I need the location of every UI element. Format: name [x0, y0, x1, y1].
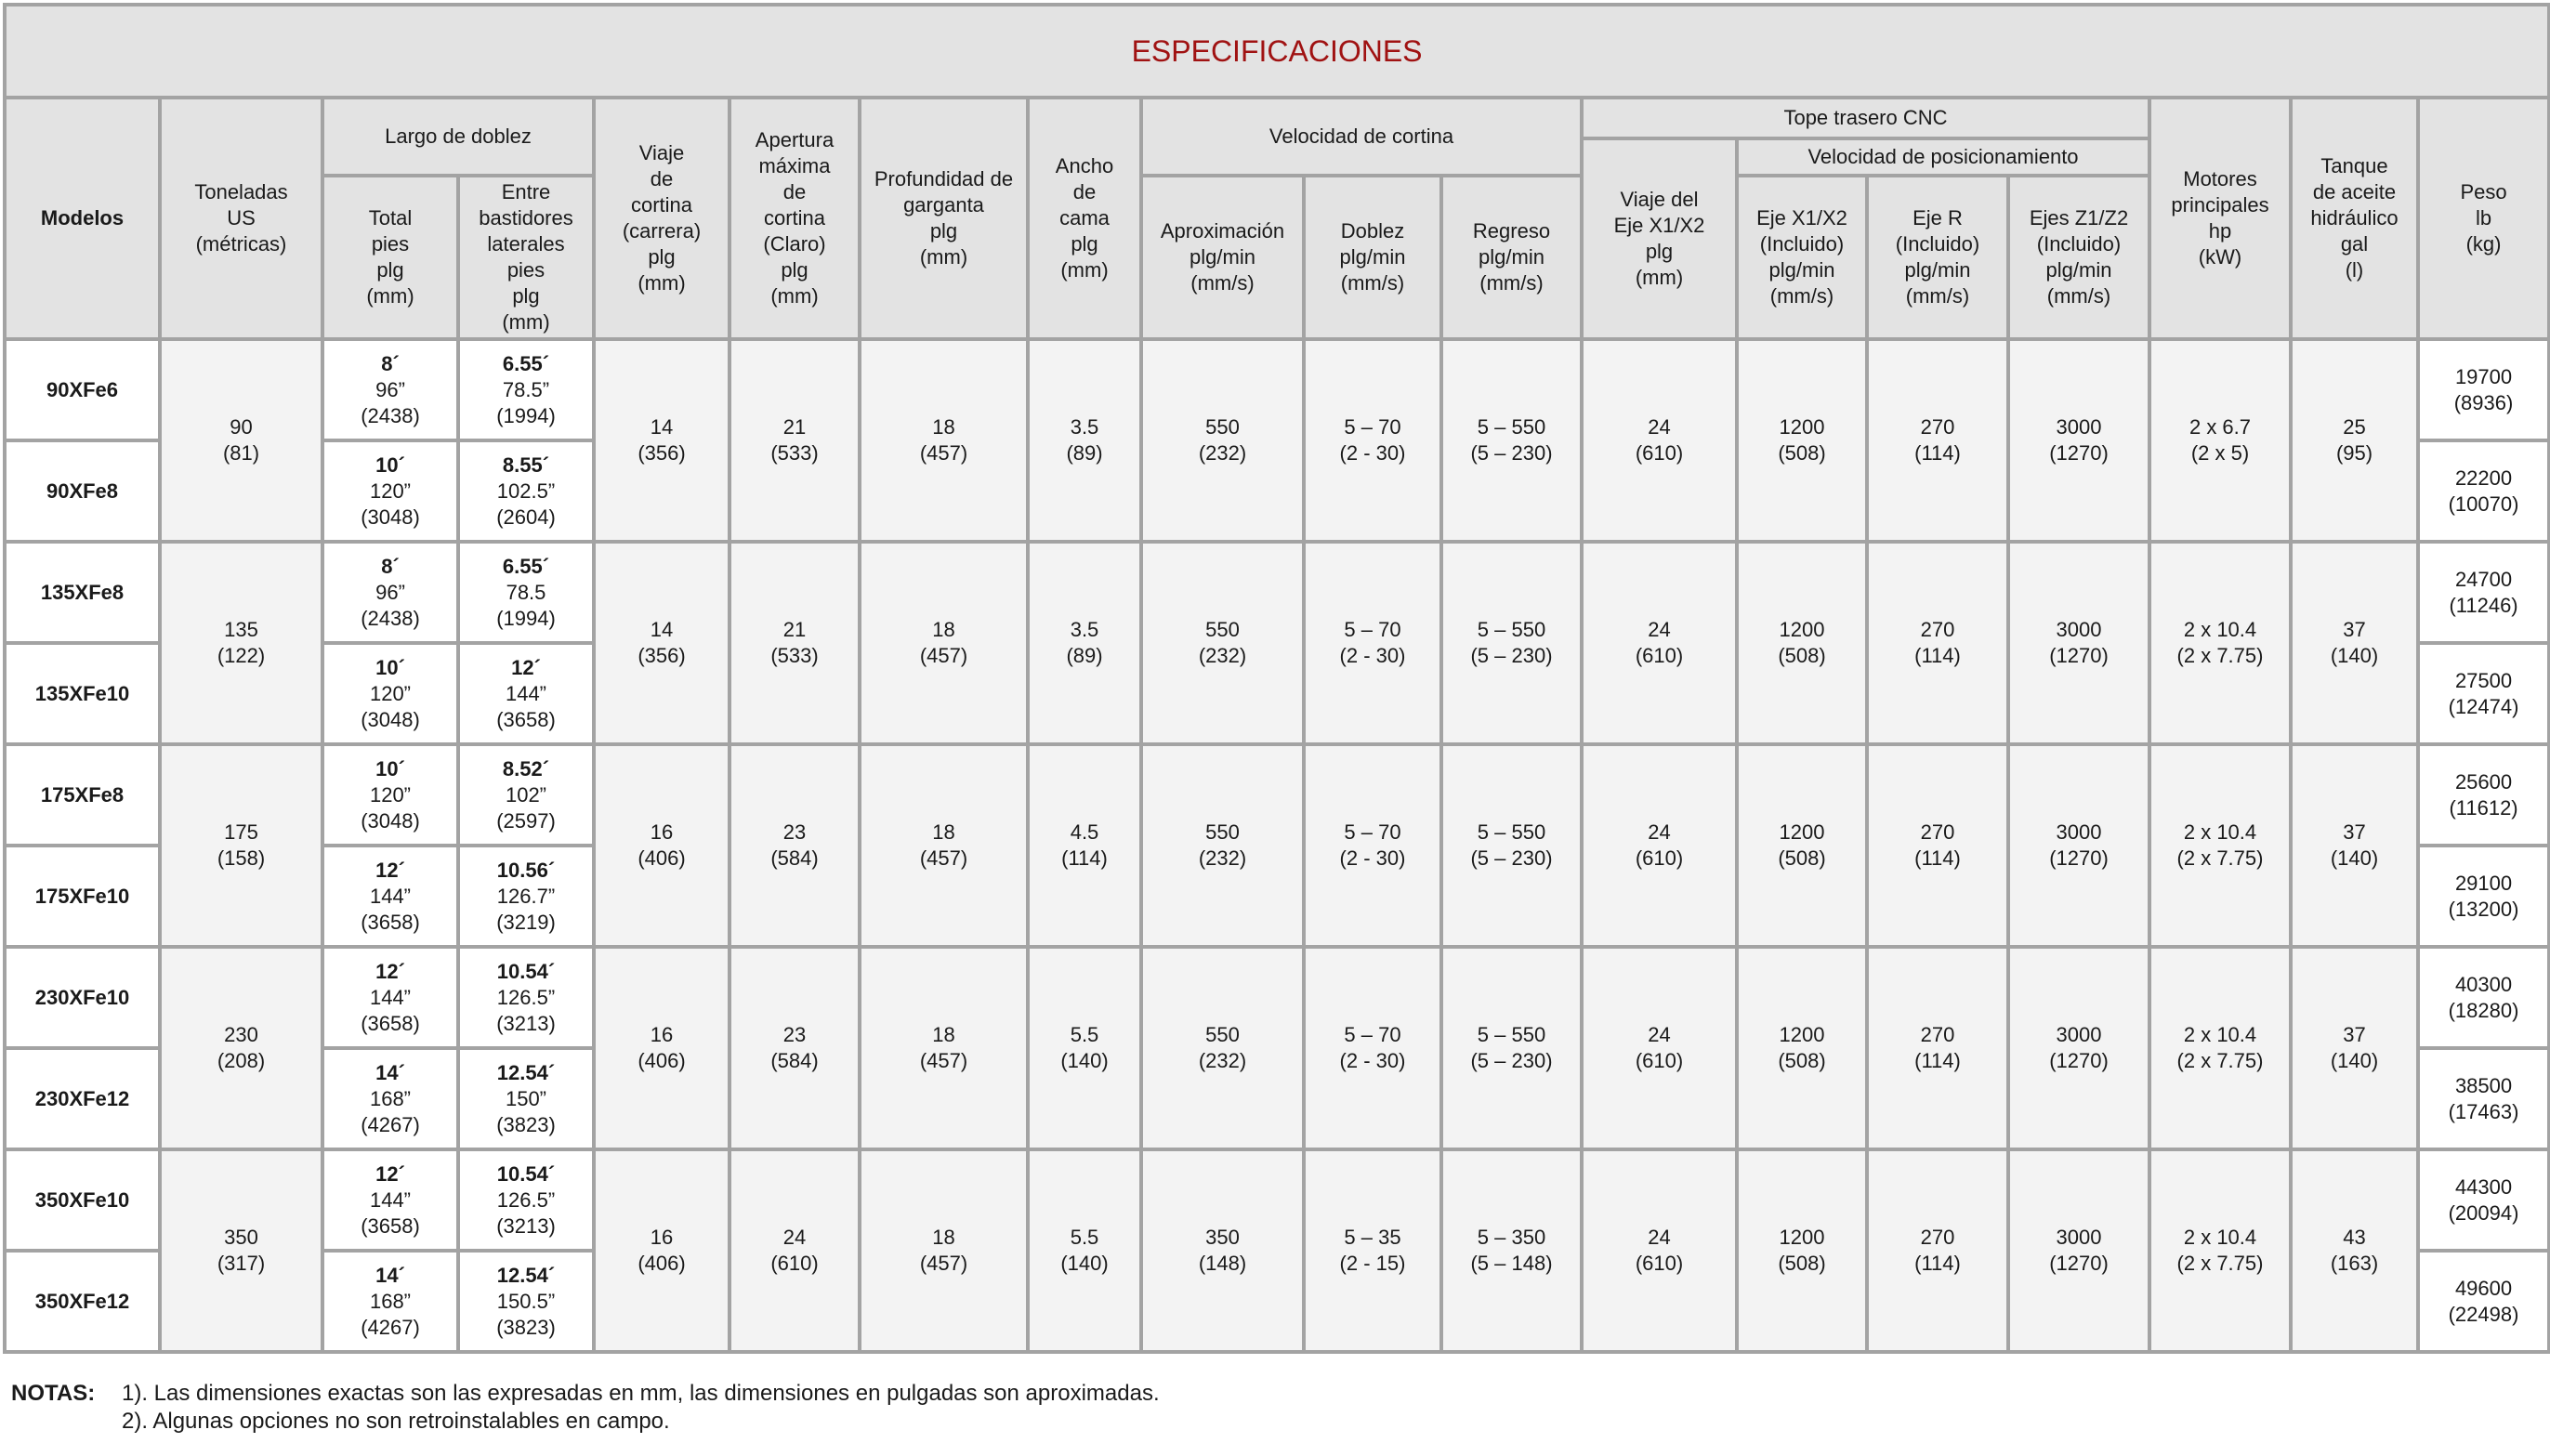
cell-ejes-z: 3000 (1270)	[2008, 1149, 2149, 1352]
cell-ancho-cama: 3.5 (89)	[1028, 339, 1141, 542]
cell-peso: 22200 (10070)	[2418, 440, 2549, 542]
header-modelos: Modelos	[5, 98, 160, 339]
cell-tanque: 43 (163)	[2291, 1149, 2418, 1352]
header-velocidad-cortina: Velocidad de cortina	[1141, 98, 1582, 176]
header-peso: Peso lb (kg)	[2418, 98, 2549, 339]
cell-profundidad: 18 (457)	[860, 339, 1028, 542]
header-eje-x: Eje X1/X2 (Incluido) plg/min (mm/s)	[1737, 176, 1867, 339]
header-toneladas: Toneladas US (métricas)	[160, 98, 322, 339]
header-largo-doblez: Largo de doblez	[322, 98, 594, 176]
cell-ejes-z: 3000 (1270)	[2008, 744, 2149, 947]
model-name: 135XFe8	[5, 542, 160, 643]
cell-ancho-cama: 5.5 (140)	[1028, 1149, 1141, 1352]
cell-peso: 24700 (11246)	[2418, 542, 2549, 643]
model-name: 230XFe12	[5, 1048, 160, 1149]
cell-largo-entre: 12.54´ 150” (3823)	[458, 1048, 594, 1149]
cell-largo-total: 14´ 168” (4267)	[322, 1251, 458, 1352]
header-motores: Motores principales hp (kW)	[2149, 98, 2291, 339]
cell-ejes-z: 3000 (1270)	[2008, 542, 2149, 744]
cell-apertura: 23 (584)	[730, 947, 860, 1149]
table-row	[5, 947, 2549, 1048]
cell-eje-x: 1200 (508)	[1737, 1149, 1867, 1352]
model-name: 90XFe6	[5, 339, 160, 440]
cell-motores: 2 x 10.4 (2 x 7.75)	[2149, 744, 2291, 947]
cell-aproximacion: 550 (232)	[1141, 947, 1304, 1149]
cell-toneladas: 350 (317)	[160, 1149, 322, 1352]
cell-viaje-eje: 24 (610)	[1582, 947, 1737, 1149]
cell-viaje-eje: 24 (610)	[1582, 744, 1737, 947]
header-regreso: Regreso plg/min (mm/s)	[1441, 176, 1582, 339]
cell-motores: 2 x 6.7 (2 x 5)	[2149, 339, 2291, 542]
cell-peso: 44300 (20094)	[2418, 1149, 2549, 1251]
cell-peso: 27500 (12474)	[2418, 643, 2549, 744]
cell-peso: 25600 (11612)	[2418, 744, 2549, 846]
model-name: 175XFe10	[5, 846, 160, 947]
cell-aproximacion: 550 (232)	[1141, 339, 1304, 542]
table-title: ESPECIFICACIONES	[5, 5, 2549, 98]
cell-aproximacion: 350 (148)	[1141, 1149, 1304, 1352]
cell-motores: 2 x 10.4 (2 x 7.75)	[2149, 1149, 2291, 1352]
cell-viaje-cortina: 14 (356)	[594, 339, 730, 542]
cell-profundidad: 18 (457)	[860, 947, 1028, 1149]
header-eje-r: Eje R (Incluido) plg/min (mm/s)	[1867, 176, 2008, 339]
cell-viaje-cortina: 16 (406)	[594, 947, 730, 1149]
cell-regreso: 5 – 550 (5 – 230)	[1441, 542, 1582, 744]
cell-largo-total: 10´ 120” (3048)	[322, 643, 458, 744]
cell-viaje-cortina: 16 (406)	[594, 1149, 730, 1352]
cell-largo-total: 14´ 168” (4267)	[322, 1048, 458, 1149]
cell-doblez: 5 – 70 (2 - 30)	[1304, 947, 1441, 1149]
model-name: 135XFe10	[5, 643, 160, 744]
cell-largo-total: 12´ 144” (3658)	[322, 1149, 458, 1251]
header-largo-total: Total pies plg (mm)	[322, 176, 458, 339]
cell-profundidad: 18 (457)	[860, 1149, 1028, 1352]
cell-eje-x: 1200 (508)	[1737, 339, 1867, 542]
header-tanque: Tanque de aceite hidráulico gal (l)	[2291, 98, 2418, 339]
cell-peso: 19700 (8936)	[2418, 339, 2549, 440]
cell-largo-entre: 8.55´ 102.5” (2604)	[458, 440, 594, 542]
cell-apertura: 21 (533)	[730, 542, 860, 744]
cell-ancho-cama: 3.5 (89)	[1028, 542, 1141, 744]
cell-profundidad: 18 (457)	[860, 744, 1028, 947]
cell-largo-entre: 12.54´ 150.5” (3823)	[458, 1251, 594, 1352]
cell-peso: 29100 (13200)	[2418, 846, 2549, 947]
cell-regreso: 5 – 350 (5 – 148)	[1441, 1149, 1582, 1352]
header-ancho-cama: Ancho de cama plg (mm)	[1028, 98, 1141, 339]
table-row	[5, 542, 2549, 643]
specifications-table	[3, 3, 2550, 1354]
cell-motores: 2 x 10.4 (2 x 7.75)	[2149, 947, 2291, 1149]
cell-motores: 2 x 10.4 (2 x 7.75)	[2149, 542, 2291, 744]
cell-toneladas: 175 (158)	[160, 744, 322, 947]
table-row	[5, 744, 2549, 846]
cell-largo-total: 8´ 96” (2438)	[322, 339, 458, 440]
cell-toneladas: 135 (122)	[160, 542, 322, 744]
model-name: 175XFe8	[5, 744, 160, 846]
header-largo-entre: Entre bastidores laterales pies plg (mm)	[458, 176, 594, 339]
cell-largo-total: 10´ 120” (3048)	[322, 744, 458, 846]
cell-tanque: 37 (140)	[2291, 744, 2418, 947]
model-name: 350XFe12	[5, 1251, 160, 1352]
cell-largo-entre: 6.55´ 78.5” (1994)	[458, 339, 594, 440]
cell-aproximacion: 550 (232)	[1141, 744, 1304, 947]
cell-regreso: 5 – 550 (5 – 230)	[1441, 744, 1582, 947]
cell-profundidad: 18 (457)	[860, 542, 1028, 744]
table-row	[5, 339, 2549, 440]
cell-eje-r: 270 (114)	[1867, 542, 2008, 744]
cell-ancho-cama: 4.5 (114)	[1028, 744, 1141, 947]
header-ejes-z: Ejes Z1/Z2 (Incluido) plg/min (mm/s)	[2008, 176, 2149, 339]
header-profundidad: Profundidad de garganta plg (mm)	[860, 98, 1028, 339]
header-viaje-cortina: Viaje de cortina (carrera) plg (mm)	[594, 98, 730, 339]
cell-largo-total: 8´ 96” (2438)	[322, 542, 458, 643]
cell-doblez: 5 – 70 (2 - 30)	[1304, 744, 1441, 947]
model-name: 230XFe10	[5, 947, 160, 1048]
cell-regreso: 5 – 550 (5 – 230)	[1441, 947, 1582, 1149]
cell-eje-r: 270 (114)	[1867, 1149, 2008, 1352]
cell-eje-x: 1200 (508)	[1737, 542, 1867, 744]
table-row	[5, 1149, 2549, 1251]
specifications-body	[5, 339, 2549, 1352]
cell-doblez: 5 – 70 (2 - 30)	[1304, 339, 1441, 542]
cell-largo-total: 10´ 120” (3048)	[322, 440, 458, 542]
header-velocidad-posicionamiento: Velocidad de posicionamiento	[1737, 138, 2149, 176]
cell-doblez: 5 – 70 (2 - 30)	[1304, 542, 1441, 744]
cell-largo-entre: 10.56´ 126.7” (3219)	[458, 846, 594, 947]
cell-largo-entre: 10.54´ 126.5” (3213)	[458, 947, 594, 1048]
cell-viaje-eje: 24 (610)	[1582, 339, 1737, 542]
cell-aproximacion: 550 (232)	[1141, 542, 1304, 744]
notes-label: NOTAS:	[11, 1381, 96, 1406]
cell-viaje-cortina: 14 (356)	[594, 542, 730, 744]
cell-eje-r: 270 (114)	[1867, 947, 2008, 1149]
cell-toneladas: 90 (81)	[160, 339, 322, 542]
cell-largo-entre: 8.52´ 102” (2597)	[458, 744, 594, 846]
cell-tanque: 25 (95)	[2291, 339, 2418, 542]
cell-largo-entre: 6.55´ 78.5 (1994)	[458, 542, 594, 643]
cell-apertura: 23 (584)	[730, 744, 860, 947]
cell-tanque: 37 (140)	[2291, 947, 2418, 1149]
cell-peso: 49600 (22498)	[2418, 1251, 2549, 1352]
cell-eje-x: 1200 (508)	[1737, 947, 1867, 1149]
cell-tanque: 37 (140)	[2291, 542, 2418, 744]
cell-peso: 38500 (17463)	[2418, 1048, 2549, 1149]
header-apertura: Apertura máxima de cortina (Claro) plg (mm)	[730, 98, 860, 339]
cell-peso: 40300 (18280)	[2418, 947, 2549, 1048]
header-doblez: Doblez plg/min (mm/s)	[1304, 176, 1441, 339]
cell-ejes-z: 3000 (1270)	[2008, 339, 2149, 542]
model-name: 90XFe8	[5, 440, 160, 542]
cell-viaje-cortina: 16 (406)	[594, 744, 730, 947]
cell-ejes-z: 3000 (1270)	[2008, 947, 2149, 1149]
note-2: 2). Algunas opciones no son retroinstalables en campo.	[122, 1409, 670, 1434]
cell-apertura: 21 (533)	[730, 339, 860, 542]
header-aproximacion: Aproximación plg/min (mm/s)	[1141, 176, 1304, 339]
note-1: 1). Las dimensiones exactas son las expresadas en mm, las dimensiones en pulgadas son aproximadas.	[122, 1381, 1160, 1406]
model-name: 350XFe10	[5, 1149, 160, 1251]
header-viaje-eje: Viaje del Eje X1/X2 plg (mm)	[1582, 138, 1737, 339]
cell-eje-r: 270 (114)	[1867, 339, 2008, 542]
cell-largo-entre: 10.54´ 126.5” (3213)	[458, 1149, 594, 1251]
cell-apertura: 24 (610)	[730, 1149, 860, 1352]
header-tope-trasero: Tope trasero CNC	[1582, 98, 2149, 138]
cell-largo-total: 12´ 144” (3658)	[322, 947, 458, 1048]
cell-eje-r: 270 (114)	[1867, 744, 2008, 947]
cell-regreso: 5 – 550 (5 – 230)	[1441, 339, 1582, 542]
cell-largo-entre: 12´ 144” (3658)	[458, 643, 594, 744]
cell-viaje-eje: 24 (610)	[1582, 542, 1737, 744]
cell-ancho-cama: 5.5 (140)	[1028, 947, 1141, 1149]
cell-doblez: 5 – 35 (2 - 15)	[1304, 1149, 1441, 1352]
cell-viaje-eje: 24 (610)	[1582, 1149, 1737, 1352]
cell-toneladas: 230 (208)	[160, 947, 322, 1149]
cell-largo-total: 12´ 144” (3658)	[322, 846, 458, 947]
cell-eje-x: 1200 (508)	[1737, 744, 1867, 947]
